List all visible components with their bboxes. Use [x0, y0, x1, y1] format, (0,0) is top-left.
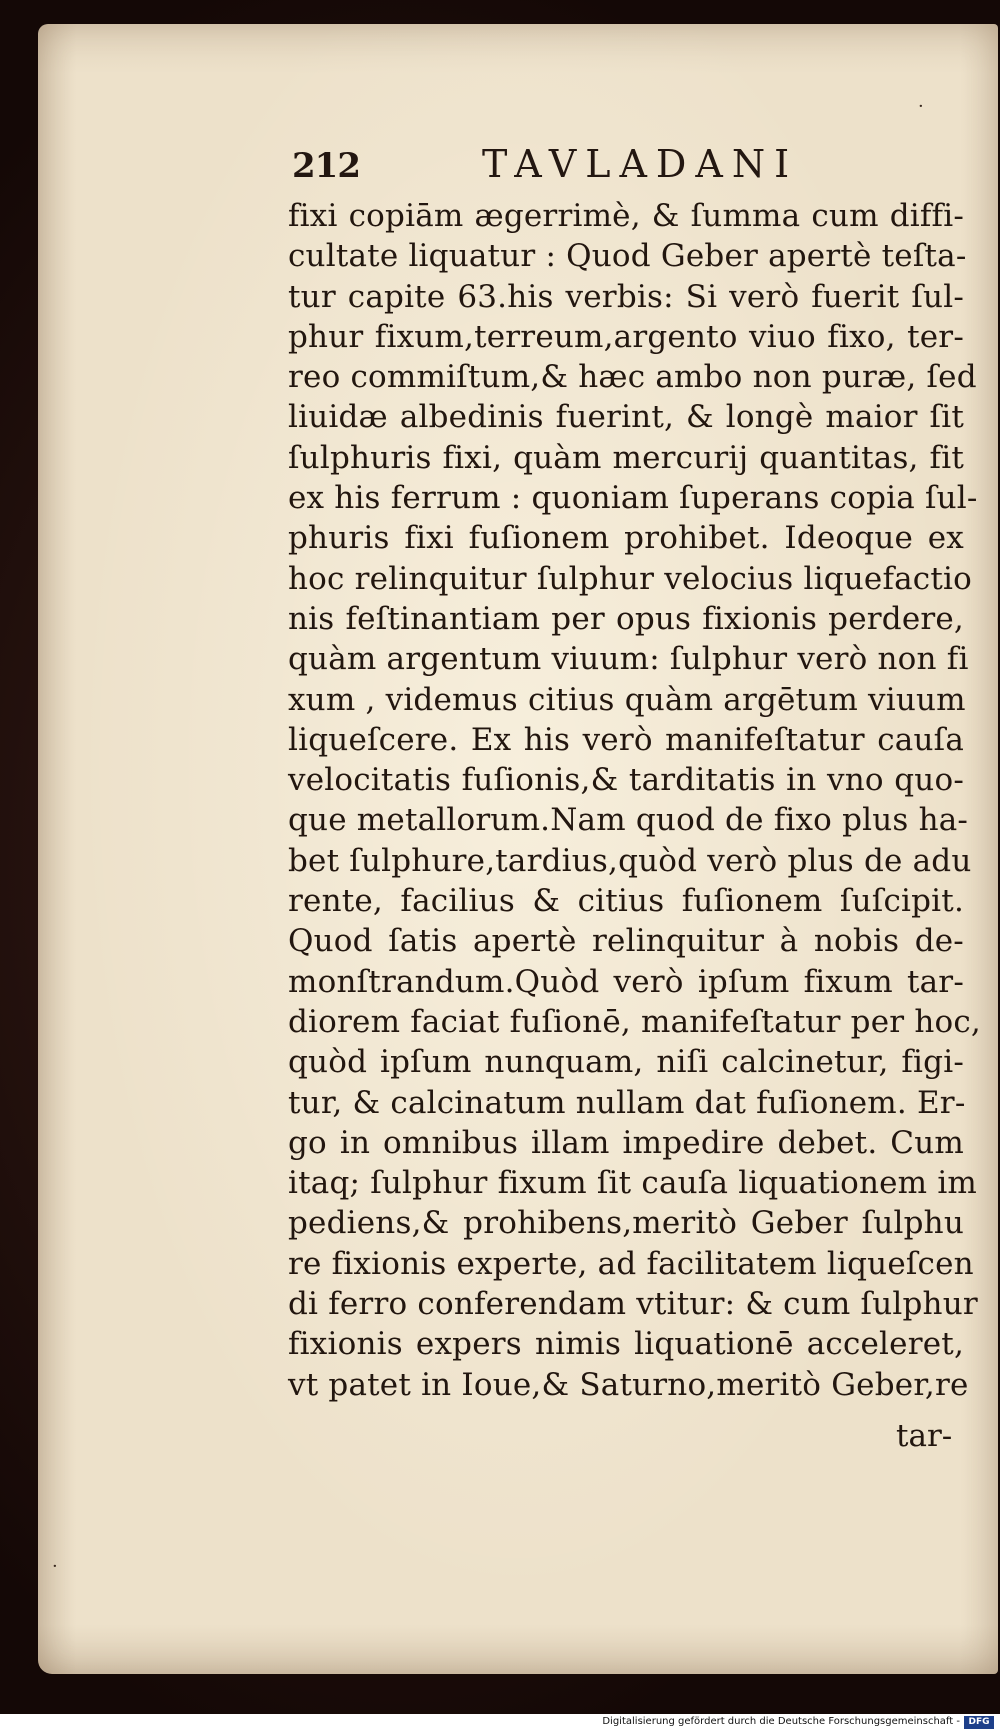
text-line: diorem faciat fuſionē, manifeſtatur per hoc,: [288, 1003, 981, 1040]
text-line: xum , videmus citius quàm argētum viuum: [288, 681, 966, 718]
text-line: quòd ipſum nunquam, niſi calcinetur, figi-: [288, 1044, 964, 1081]
page-number: 212: [292, 146, 360, 186]
dfg-logo: DFG: [964, 1716, 994, 1729]
text-line: vt patet in Ioue,& Saturno,meritò Geber,re: [288, 1366, 969, 1403]
text-line: ſulphuris fixi, quàm mercurij quantitas, fit: [288, 439, 964, 476]
text-line: Quod ſatis apertè relinquitur à nobis de-: [288, 923, 964, 960]
text-line: tur capite 63.his verbis: Si verò fuerit ſul-: [288, 278, 964, 315]
text-line: tur, & calcinatum nullam dat fuſionem. Er-: [288, 1084, 966, 1121]
text-line: di ferro conferendam vtitur: & cum ſulphur: [288, 1286, 978, 1323]
page-header: [292, 142, 852, 190]
text-line: que metallorum.Nam quod de fixo plus ha-: [288, 802, 969, 839]
body-text: [288, 196, 981, 1405]
text-line: nis feſtinantiam per opus fixionis perdere,: [288, 600, 964, 637]
text-line: reo commiſtum,& hæc ambo non puræ, ſed: [288, 359, 977, 396]
text-line: re fixionis experte, ad facilitatem liqueſcen: [288, 1245, 974, 1282]
text-line: liuidæ albedinis fuerint, & longè maior ſit: [288, 399, 964, 436]
ink-speck: ·: [52, 1556, 58, 1577]
text-line: pediens,& prohibens,meritò Geber ſulphu: [288, 1205, 964, 1242]
text-line: itaq; ſulphur fixum ſit cauſa liquationem im: [288, 1165, 978, 1202]
text-line: fixionis expers nimis liquationē acceleret,: [288, 1326, 964, 1363]
ink-speck: ·: [918, 96, 924, 117]
catchword: tar-: [896, 1418, 953, 1454]
funding-credit: Digitalisierung gefördert durch die Deutsche Forschungsgemeinschaft -: [602, 1716, 960, 1727]
text-line: bet ſulphure,tardius,quòd verò plus de adu: [288, 842, 972, 879]
text-line: phuris fixi fuſionem prohibet. Ideoque ex: [288, 520, 964, 557]
text-line: quàm argentum viuum: ſulphur verò non fi: [288, 641, 969, 678]
text-line: fixi copiām ægerrimè, & ſumma cum diffi-: [288, 198, 964, 234]
text-line: monſtrandum.Quòd verò ipſum fixum tar-: [288, 963, 964, 1000]
running-head: TAVLADANI: [482, 142, 799, 186]
text-line: phur fixum,terreum,argento viuo fixo, ter-: [288, 318, 964, 355]
text-line: ex his ferrum : quoniam ſuperans copia ſul-: [288, 480, 978, 517]
text-line: velocitatis fuſionis,& tarditatis in vno quo-: [288, 762, 964, 799]
text-line: liqueſcere. Ex his verò manifeſtatur cauſa: [288, 721, 964, 758]
text-line: hoc relinquitur ſulphur velocius liquefactio: [288, 560, 973, 597]
text-line: cultate liquatur : Quod Geber apertè teſta-: [288, 238, 967, 275]
text-line: go in omnibus illam impedire debet. Cum: [288, 1124, 964, 1161]
text-line: rente, facilius & citius fuſionem ſuſcipit.: [288, 883, 964, 920]
